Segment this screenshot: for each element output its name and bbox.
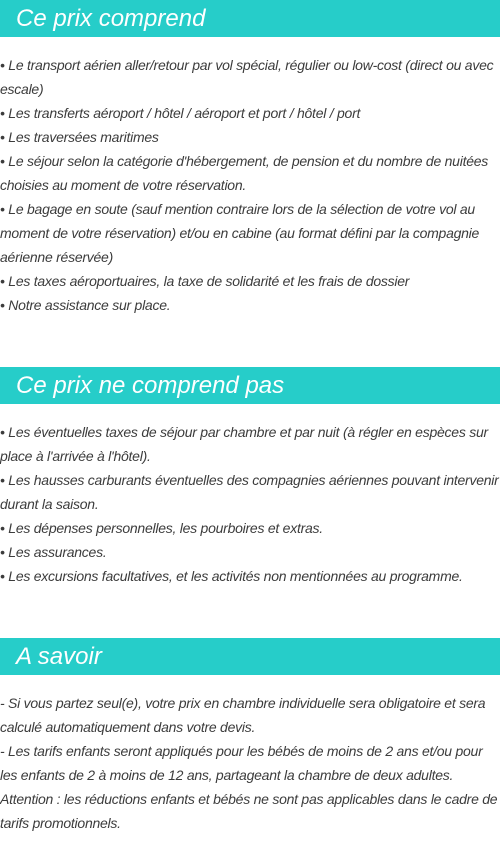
section-title-price-includes: Ce prix comprend [0,0,500,37]
list-item: • Le transport aérien aller/retour par vol spécial, régulier ou low-cost (direct ou avec escale) [0,57,494,97]
price-excludes-list [0,420,500,588]
list-item: • Les éventuelles taxes de séjour par chambre et par nuit (à régler en espèces sur place à l'arrivée à l'hôtel). [0,424,488,464]
list-item: • Les dépenses personnelles, les pourboires et extras. [0,520,323,536]
list-item: - Les tarifs enfants seront appliqués pour les bébés de moins de 2 ans et/ou pour les enfants de 2 à moins de 12 ans, partageant la chambre de deux adultes. [0,743,483,783]
list-item: • Notre assistance sur place. [0,297,171,313]
good-to-know-list [0,691,500,835]
section-title-price-excludes: Ce prix ne comprend pas [0,367,500,404]
list-item: - Si vous partez seul(e), votre prix en chambre individuelle sera obligatoire et sera calculé automatiquement dans votre devis. [0,695,486,735]
section-title-good-to-know: A savoir [0,638,500,675]
list-item: • Les taxes aéroportuaires, la taxe de solidarité et les frais de dossier [0,273,410,289]
list-item: • Les hausses carburants éventuelles des compagnies aériennes pouvant intervenir durant la saison. [0,472,499,512]
list-item: Attention : les réductions enfants et bébés ne sont pas applicables dans le cadre de tarifs promotionnels. [0,791,498,831]
list-item: • Les excursions facultatives, et les activités non mentionnées au programme. [0,568,463,584]
list-item: • Le séjour selon la catégorie d'hébergement, de pension et du nombre de nuitées choisies au moment de votre réservation. [0,153,489,193]
price-includes-list [0,53,500,317]
list-item: • Les assurances. [0,544,107,560]
list-item: • Le bagage en soute (sauf mention contraire lors de la sélection de votre vol au moment de votre réservation) et/ou en cabine (au format défini par la compagnie aérienne réservée) [0,201,480,265]
list-item: • Les traversées maritimes [0,129,159,145]
list-item: • Les transferts aéroport / hôtel / aéroport et port / hôtel / port [0,105,361,121]
